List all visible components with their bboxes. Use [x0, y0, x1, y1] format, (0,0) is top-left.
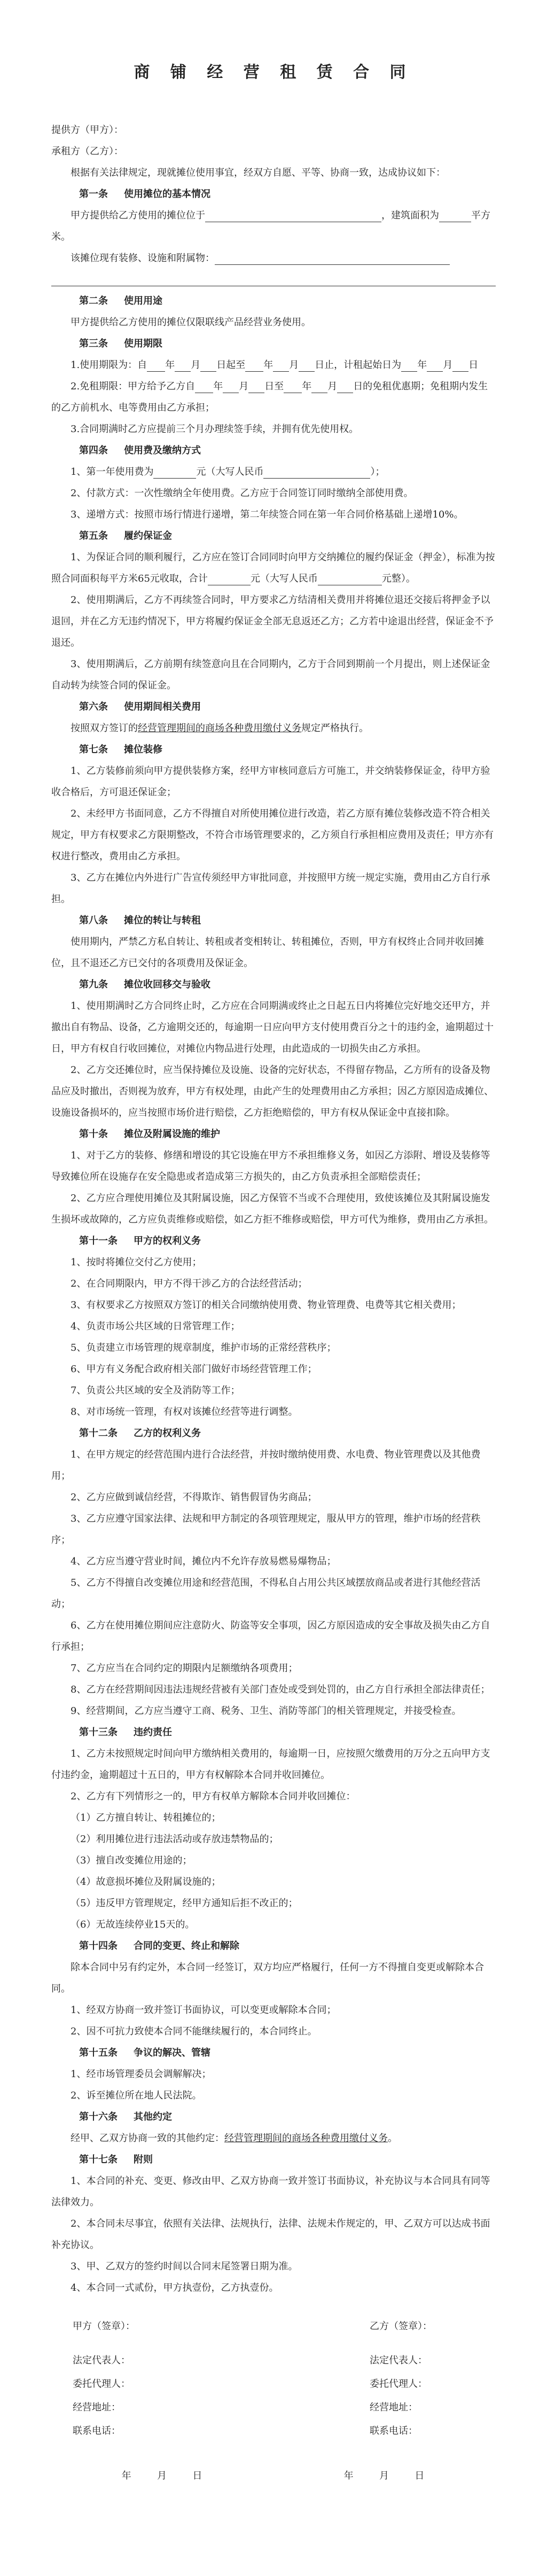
- party-a-legal-rep: 法定代表人：: [73, 2355, 130, 2366]
- section-5-para-2: 2、使用期满后，乙方不再续签合同时，甲方要求乙方结清相关费用并将摊位退还交接后将押金予以退回，并在乙方无违约情况下，甲方将履约保证金全部无息返还乙方；乙方若中途退出经营，保证金不予退还。: [51, 594, 494, 648]
- party-b-address: 经营地址：: [370, 2402, 418, 2413]
- section-12-heading: 第十二条 乙方的权利义务: [79, 1428, 201, 1439]
- section-1-heading: 第一条 使用摊位的基本情况: [79, 189, 210, 200]
- section-15-para-2: 2、诉至摊位所在地人民法院。: [71, 2090, 202, 2101]
- section-4-para-2: 2、付款方式：一次性缴纳全年使用费。乙方应于合同签订同时缴纳全部使用费。: [71, 488, 413, 499]
- section-13-list-3: （3）擅自改变摊位用途的；: [71, 1855, 192, 1866]
- section-7-para-3: 3、乙方在摊位内外进行广告宣传须经甲方审批同意，并按照甲方统一规定实施，费用由乙方自行承担。: [51, 872, 490, 905]
- section-3-para-2: 2.免租期限：甲方给予乙方自 年 月 日至 年 月 日的免租优惠期；免租期内发生的乙方前机水、电等费用由乙方承担；: [51, 381, 488, 413]
- section-2-heading: 第二条 使用用途: [79, 295, 162, 307]
- section-14-para-2: 1、经双方协商一致并签订书面协议，可以变更或解除本合同；: [71, 2005, 337, 2016]
- section-7-para-1: 1、乙方装修前须向甲方提供装修方案，经甲方审核同意后方可施工，并交纳装修保证金，待甲方验收合格后，方可退还保证金；: [51, 765, 490, 798]
- party-b-date: 年 月 日: [343, 2470, 426, 2481]
- section-13-list-4: （4）故意损坏摊位及附属设施的；: [71, 1876, 221, 1888]
- section-4-heading: 第四条 使用费及缴纳方式: [79, 445, 201, 456]
- section-2-para-1: 甲方提供给乙方使用的摊位仅限联线产品经营业务使用。: [71, 317, 311, 328]
- party-a-address: 经营地址：: [73, 2402, 121, 2413]
- party-b-agent: 委托代理人：: [370, 2378, 427, 2390]
- section-1-para-2: 该摊位现有装修、设施和附属物：: [51, 248, 496, 269]
- section-17-para-2: 2、本合同未尽事宜，依照有关法律、法规执行，法律、法规未作规定的，甲、乙双方可以达成书面补充协议。: [51, 2218, 490, 2251]
- section-17-para-3: 3、甲、乙双方的签约时间以合同末尾签署日期为准。: [71, 2261, 298, 2272]
- party-a-phone: 联系电话：: [73, 2425, 121, 2437]
- section-9-heading: 第九条 摊位收回移交与验收: [79, 979, 210, 990]
- party-b-phone: 联系电话：: [370, 2425, 418, 2437]
- section-17-heading: 第十七条 附则: [79, 2154, 153, 2165]
- section-17-para-1: 1、本合同的补充、变更、修改由甲、乙双方协商一致并签订书面协议，补充协议与本合同具有同等法律效力。: [51, 2175, 490, 2208]
- section-12-item-3: 3、乙方应遵守国家法律、法规和甲方制定的各项管理规定，服从甲方的管理，维护市场的经营秩序；: [51, 1513, 481, 1546]
- section-13-para-2: 2、乙方有下列情形之一的，甲方有权单方解除本合同并收回摊位：: [71, 1791, 356, 1802]
- party-b-label: 承租方（乙方）：: [51, 146, 123, 157]
- section-15-heading: 第十五条 争议的解决、管辖: [79, 2047, 210, 2058]
- section-11-item-7: 7、负责公共区域的安全及消防等工作；: [71, 1385, 240, 1396]
- section-12-item-1: 1、在甲方规定的经营范围内进行合法经营，并按时缴纳使用费、水电费、物业管理费以及其他费用；: [51, 1449, 481, 1482]
- section-3-para-1: 1.使用期限为：自 年 月 日起至 年 月 日止，计租起始日为 年 月 日: [71, 359, 479, 371]
- section-6-heading: 第六条 使用期间相关费用: [79, 701, 201, 712]
- section-12-item-6: 6、乙方在使用摊位期间应注意防火、防盗等安全事项，因乙方原因造成的安全事故及损失由乙方自行承担；: [51, 1620, 490, 1653]
- section-8-para-1: 使用期内，严禁乙方私自转让、转租或者变相转让、转租摊位，否则，甲方有权终止合同并收回摊位，且不退还乙方已交付的各项费用及保证金。: [51, 936, 484, 969]
- section-14-para-3: 2、因不可抗力致使本合同不能继续履行的，本合同终止。: [71, 2026, 317, 2037]
- section-3-heading: 第三条 使用期限: [79, 338, 162, 349]
- party-a-signature: 甲方（签章）：: [73, 2321, 135, 2332]
- intro-paragraph: 根据有关法律规定，现就摊位使用事宜，经双方自愿、平等、协商一致，达成协议如下：: [71, 167, 446, 178]
- section-11-item-6: 6、甲方有义务配合政府相关部门做好市场经营管理工作；: [71, 1364, 317, 1375]
- section-11-item-5: 5、负责建立市场管理的规章制度，维护市场的正常经营秩序；: [71, 1342, 337, 1353]
- section-14-heading: 第十四条 合同的变更、终止和解除: [79, 1940, 239, 1952]
- fee-agreement-reference: 经营管理期间的商场各种费用缴付义务: [138, 723, 301, 734]
- section-13-list-5: （5）违反甲方管理规定，经甲方通知后拒不改正的；: [71, 1898, 298, 1909]
- section-12-item-5: 5、乙方不得擅自改变摊位用途和经营范围，不得私自占用公共区域摆放商品或者进行其他经营活动；: [51, 1577, 481, 1610]
- party-b-signature: 乙方（签章）：: [370, 2321, 432, 2332]
- section-12-item-8: 8、乙方在经营期间因违法违规经营被有关部门查处或受到处罚的，由乙方自行承担全部法律责任；: [71, 1684, 490, 1695]
- section-7-heading: 第七条 摊位装修: [79, 744, 162, 755]
- signature-area: [51, 2315, 496, 2488]
- section-13-heading: 第十三条 违约责任: [79, 1727, 172, 1738]
- section-13-para-1: 1、乙方未按照规定时间向甲方缴纳相关费用的，每逾期一日，应按照欠缴费用的万分之五向甲方支付违约金，逾期超过十五日的，甲方有权解除本合同并收回摊位。: [51, 1748, 490, 1781]
- section-10-heading: 第十条 摊位及附属设施的维护: [79, 1129, 220, 1140]
- section-6-para-1: 按照双方签订的经营管理期间的商场各种费用缴付义务规定严格执行。: [71, 723, 369, 734]
- party-a-label: 提供方（甲方）：: [51, 124, 123, 136]
- section-8-heading: 第八条 摊位的转让与转租: [79, 915, 201, 926]
- area-blank: [439, 210, 471, 222]
- section-10-para-2: 2、乙方应合理使用摊位及其附属设施，因乙方保管不当或不合理使用，致使该摊位及其附属设施发生损坏或故障的，乙方应负责维修或赔偿，如乙方拒不维修或赔偿，甲方可代为维修，费用由乙方承担。: [51, 1193, 494, 1225]
- section-11-item-2: 2、在合同期限内，甲方不得干涉乙方的合法经营活动；: [71, 1278, 308, 1289]
- section-5-heading: 第五条 履约保证金: [79, 530, 172, 542]
- section-11-item-4: 4、负责市场公共区域的日常管理工作；: [71, 1321, 240, 1332]
- section-14-para-1: 除本合同中另有约定外，本合同一经签订，双方均应严格履行，任何一方不得擅自变更或解除本合同。: [51, 1962, 484, 1994]
- section-17-para-4: 4、本合同一式贰份，甲方执壹份，乙方执壹份。: [71, 2282, 279, 2293]
- section-12-item-2: 2、乙方应做到诚信经营，不得欺诈、销售假冒伪劣商品；: [71, 1492, 317, 1503]
- section-4-para-3: 3、递增方式：按照市场行情进行递增，第二年续签合同在第一年合同价格基础上递增10%。: [71, 509, 464, 520]
- section-7-para-2: 2、未经甲方书面同意，乙方不得擅自对所使用摊位进行改造，若乙方原有摊位装修改造不符合相关规定，甲方有权要求乙方限期整改，不符合市场管理要求的，乙方须自行承担相应费用及责任；甲方亦有权进行整改，费用由乙方承担。: [51, 808, 494, 862]
- party-a-date: 年 月 日: [121, 2470, 204, 2481]
- section-1-blank-line: [51, 269, 496, 291]
- contract-title: 商 铺 经 营 租 赁 合 同: [134, 63, 413, 82]
- section-11-item-3: 3、有权要求乙方按照双方签订的相关合同缴纳使用费、物业管理费、电费等其它相关费用；: [71, 1299, 462, 1311]
- section-13-list-2: （2）利用摊位进行违法活动或存放违禁物品的；: [71, 1834, 279, 1845]
- other-agreement-reference: 经营管理期间的商场各种费用缴付义务: [224, 2133, 388, 2144]
- section-11-item-1: 1、按时将摊位交付乙方使用；: [71, 1257, 202, 1268]
- section-12-item-9: 9、经营期间，乙方应当遵守工商、税务、卫生、消防等部门的相关管理规定，并接受检查。: [71, 1705, 462, 1717]
- section-9-para-2: 2、乙方交还摊位时，应当保持摊位及设施、设备的完好状态，不得留存物品，乙方所有的设备及物品应及时撤出，否则视为放弃，甲方有权处理，由此产生的处理费用由乙方承担；因乙方原因造成摊位、设施设备损坏的，应当按照市场价进行赔偿，乙方拒绝赔偿的，甲方有权从保证金中直接扣除。: [51, 1064, 494, 1118]
- party-b-legal-rep: 法定代表人：: [370, 2355, 427, 2366]
- section-12-item-4: 4、乙方应当遵守营业时间，摊位内不允许存放易燃易爆物品；: [71, 1556, 337, 1567]
- party-a-agent: 委托代理人：: [73, 2378, 130, 2390]
- section-4-para-1: 1、第一年使用费为 元（大写人民币 ）；: [71, 466, 385, 477]
- section-16-para-1: 经甲、乙双方协商一致的其他约定：经营管理期间的商场各种费用缴付义务。: [71, 2133, 397, 2144]
- section-5-para-1: 1、为保证合同的顺利履行，乙方应在签订合同同时向甲方交纳摊位的履约保证金（押金），标准为按照合同面积每平方米65元收取，合计 元（大写人民币 元整）。: [51, 552, 495, 584]
- section-16-heading: 第十六条 其他约定: [79, 2111, 172, 2123]
- section-15-para-1: 1、经市场管理委员会调解解决；: [71, 2069, 212, 2080]
- section-12-item-7: 7、乙方应当在合同约定的期限内足额缴纳各项费用；: [71, 1663, 298, 1674]
- section-9-para-1: 1、使用期满时乙方合同终止时，乙方应在合同期满或终止之日起五日内将摊位完好地交还甲方，并撤出自有物品、设备，乙方逾期交还的，每逾期一日应向甲方支付使用费百分之十的违约金，逾期超过十日，甲方有权自行收回摊位，对摊位内物品进行处理，由此造成的一切损失由乙方承担。: [51, 1000, 494, 1054]
- section-13-list-6: （6）无故连续停业15天的。: [71, 1919, 195, 1930]
- section-11-heading: 第十一条 甲方的权利义务: [79, 1235, 201, 1247]
- facilities-blank: [215, 253, 450, 265]
- section-1-para-1: 甲方提供给乙方使用的摊位位于 ，建筑面积为 平方米。: [51, 210, 490, 242]
- location-blank: [205, 210, 381, 222]
- section-10-para-1: 1、对于乙方的装修、修缮和增设的其它设施在甲方不承担维修义务，如因乙方添附、增设及装修等导致摊位所在设施存在安全隐患或者造成第三方损失的，由乙方负责承担全部赔偿责任；: [51, 1150, 490, 1183]
- section-11-item-8: 8、对市场统一管理，有权对该摊位经营等进行调整。: [71, 1406, 298, 1418]
- section-5-para-3: 3、使用期满后，乙方前期有续签意向且在合同期内，乙方于合同到期前一个月提出，则上述保证金自动转为续签合同的保证金。: [51, 659, 490, 691]
- section-3-para-3: 3.合同期满时乙方应提前三个月办理续签手续，并拥有优先使用权。: [71, 424, 359, 435]
- section-13-list-1: （1）乙方擅自转让、转租摊位的；: [71, 1812, 221, 1823]
